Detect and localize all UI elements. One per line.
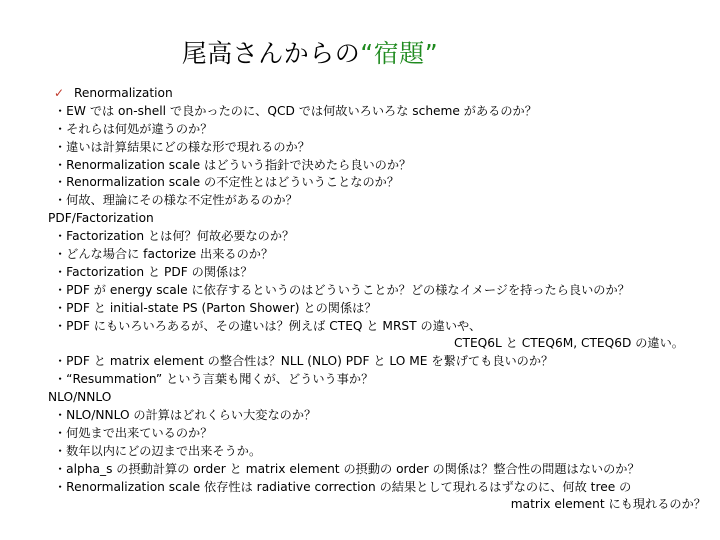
list-item: ・Renormalization scale の不定性とはどういうことなのか？	[54, 175, 400, 190]
list-item: ・違いは計算結果にどの様な形で現れるのか？	[54, 139, 310, 154]
list-item: ・どんな場合に factorize 出来るのか？	[54, 247, 274, 262]
list-item: ・Renormalization scale 依存性は radiative correction の結果として現れるはずなのに、何故 tree の	[54, 479, 632, 494]
section-heading-pdf: PDF/Factorization	[48, 211, 154, 226]
list-item: ・alpha_s の摂動計算の order と matrix element の摂動の order の関係は？整合性の問題はないのか？	[54, 461, 640, 476]
section-heading-renormalization	[46, 85, 714, 103]
list-item: ・“Resummation” という言葉も聞くが、どういう事か？	[54, 372, 374, 387]
check-mark-icon: ✓	[54, 86, 65, 100]
list-item: ・EW では on-shell で良かったのに、QCD では何故いろいろな scheme があるのか？	[54, 103, 537, 118]
list-item-continuation: matrix element にも現れるのか？	[510, 497, 706, 512]
list-item: ・それらは何処が違うのか？	[54, 121, 213, 136]
list-item: ・Factorization とは何？何故必要なのか？	[54, 229, 295, 244]
list-item: ・PDF と matrix element の整合性は？NLL (NLO) PDF と LO ME を繋げても良いのか？	[54, 354, 554, 369]
list-item: ・何処まで出来ているのか？	[54, 425, 213, 440]
list-item: ・PDF が energy scale に依存するというのはどういうことか？どの様なイメージを持ったら良いのか？	[54, 282, 630, 297]
slide-body	[46, 85, 714, 514]
section-heading-nlo: NLO/NNLO	[48, 390, 112, 405]
slide-title	[0, 34, 620, 70]
list-item: ・Renormalization scale はどういう指針で決めたら良いのか？	[54, 157, 412, 172]
list-item: ・何故、理論にその様な不定性があるのか？	[54, 193, 298, 208]
title-main: 尾高さんからの	[181, 39, 361, 68]
list-item: ・PDF にもいろいろあるが、その違いは？例えば CTEQ と MRST の違いや、	[54, 318, 482, 333]
list-item: ・数年以内にどの辺まで出来そうか。	[54, 443, 262, 458]
title-accent: “宿題”	[360, 39, 439, 68]
list-item: ・PDF と initial-state PS (Parton Shower) との関係は？	[54, 300, 377, 315]
list-item-continuation: CTEQ6L と CTEQ6M, CTEQ6D の違い。	[453, 336, 684, 351]
list-item: ・NLO/NNLO の計算はどれくらい大変なのか？	[54, 408, 317, 423]
section-heading-label: Renormalization	[74, 86, 173, 100]
list-item: ・Factorization と PDF の関係は？	[54, 264, 253, 279]
